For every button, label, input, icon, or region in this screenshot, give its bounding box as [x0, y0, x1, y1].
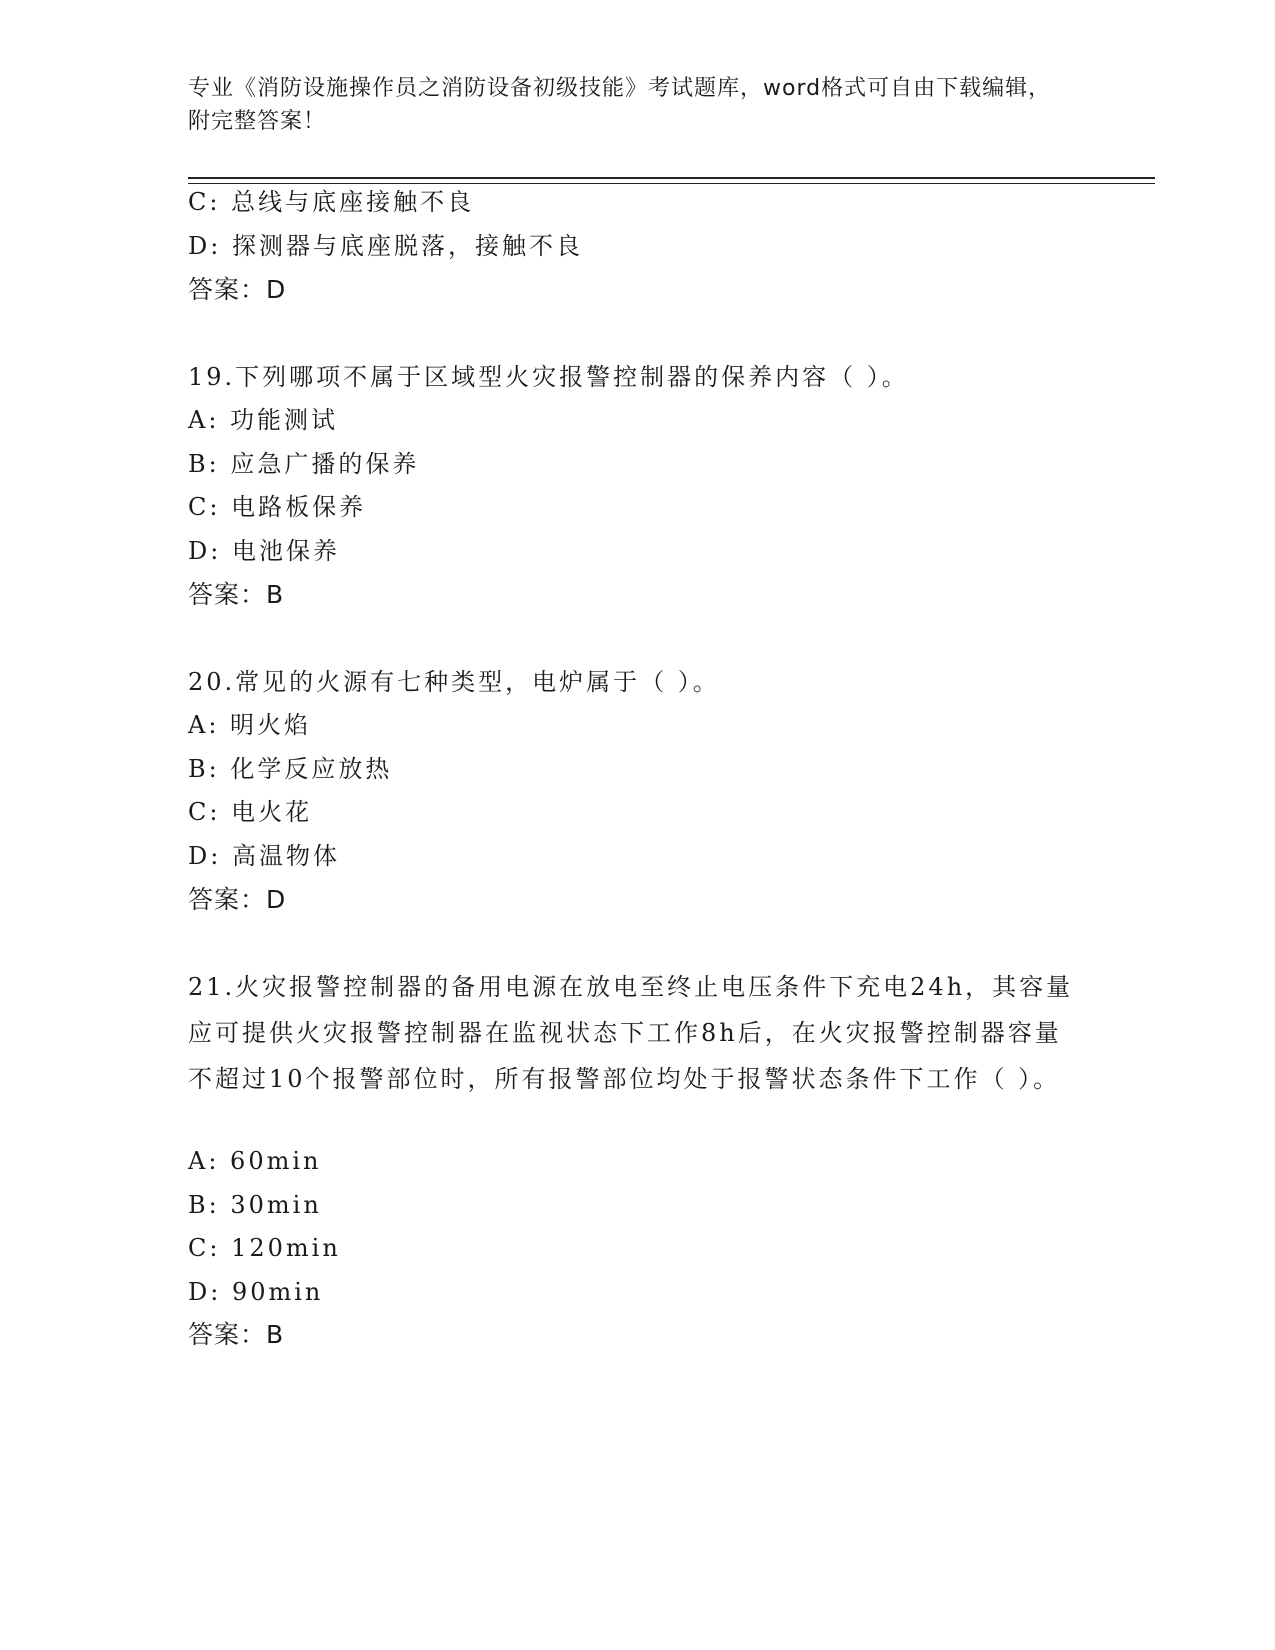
q18-answer: 答案：D — [188, 275, 287, 304]
q18-option-d: D: 探测器与底座脱落，接触不良 — [188, 232, 583, 260]
q19-option-a: A: 功能测试 — [188, 406, 339, 434]
q19-option-d: D: 电池保养 — [188, 537, 340, 565]
q20-question: 20.常见的火源有七种类型，电炉属于（ ）。 — [188, 668, 720, 696]
q21-option-c: C: 120min — [188, 1234, 341, 1262]
header-divider-thin — [188, 183, 1155, 184]
q20-option-d: D: 高温物体 — [188, 842, 340, 870]
q18-option-c: C: 总线与底座接触不良 — [188, 188, 475, 216]
q21-option-a: A: 60min — [188, 1147, 322, 1175]
q20-answer: 答案：D — [188, 885, 287, 914]
q20-option-a: A: 明火焰 — [188, 711, 312, 739]
q20-option-b: B: 化学反应放热 — [188, 755, 393, 783]
q21-option-b: B: 30min — [188, 1191, 322, 1219]
header-divider-thick — [188, 177, 1155, 179]
document-header: 专业《消防设施操作员之消防设备初级技能》考试题库，word格式可自由下载编辑，附完整答案！ — [188, 76, 1052, 134]
q19-question: 19.下列哪项不属于区域型火灾报警控制器的保养内容（ ）。 — [188, 363, 909, 391]
q19-option-b: B: 应急广播的保养 — [188, 450, 420, 478]
q19-option-c: C: 电路板保养 — [188, 493, 367, 521]
q21-answer: 答案：B — [188, 1320, 285, 1349]
q21-option-d: D: 90min — [188, 1278, 324, 1306]
q20-option-c: C: 电火花 — [188, 798, 313, 826]
q21-question: 21.火灾报警控制器的备用电源在放电至终止电压条件下充电24h，其容量应可提供火灾报警控制器在监视状态下工作8h后，在火灾报警控制器容量不超过10个报警部位时，所有报警部位均处于报警状态条件下工作（ ）。 — [188, 973, 1074, 1093]
q19-answer: 答案：B — [188, 580, 285, 609]
